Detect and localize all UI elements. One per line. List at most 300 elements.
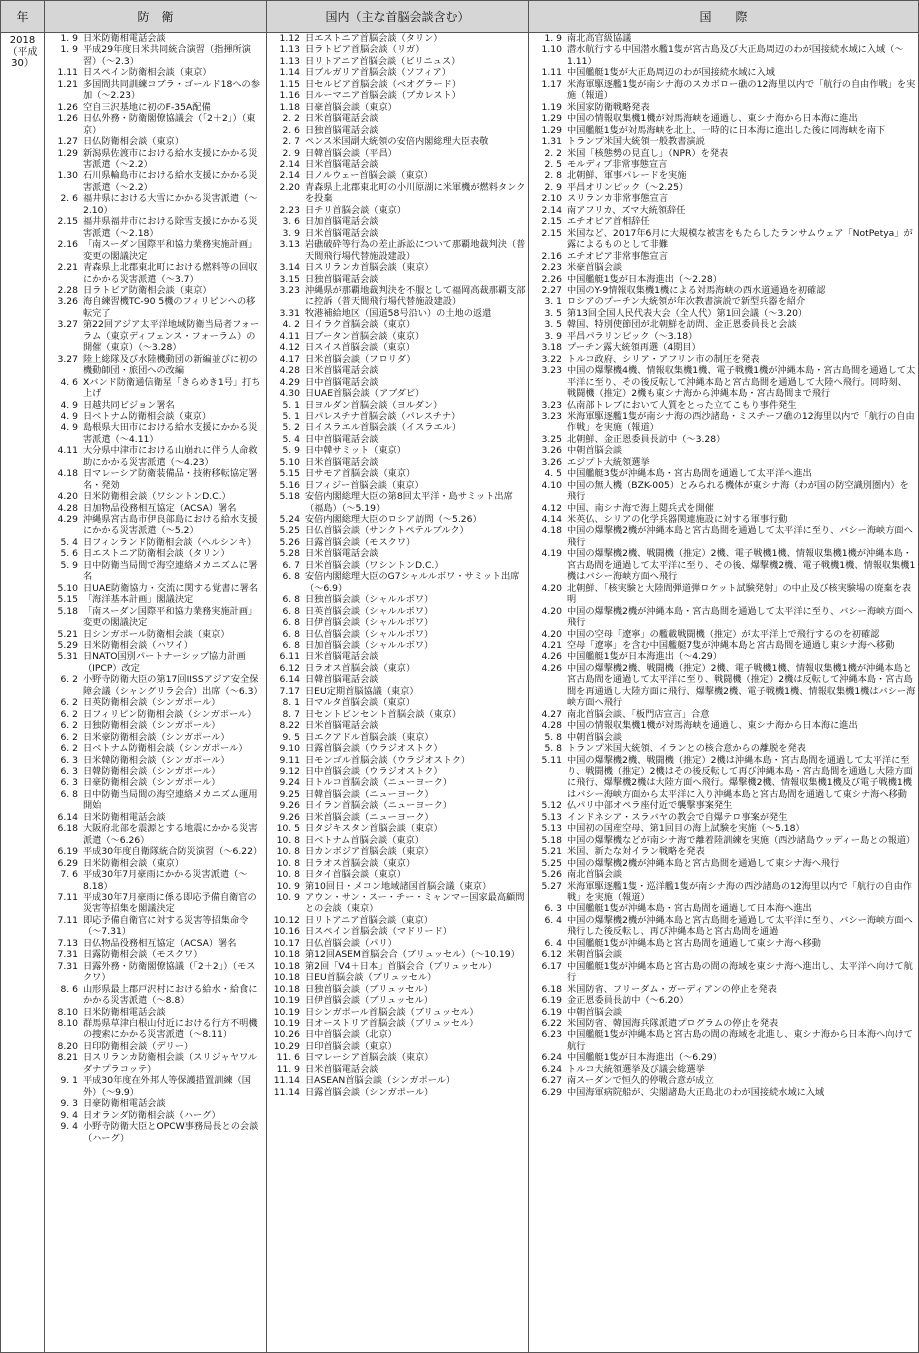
entry-date: 5. 9: [60, 559, 78, 571]
entry-text: エチオピア首相辞任: [567, 216, 650, 228]
entry-date: 1.21: [57, 78, 78, 90]
domestic-entry: [267, 148, 528, 159]
entry-date: 8. 1: [282, 697, 300, 709]
entry-date: 5.16: [279, 479, 300, 491]
entry-text: 山形県最上郡戸沢村における給水・給食にかかる災害派遣（～8.8）: [83, 983, 258, 1007]
domestic-entry: [267, 972, 528, 983]
international-entry: [529, 125, 918, 136]
entry-date: 4. 9: [60, 422, 78, 434]
entry-text: 日加首脳電話会談: [305, 216, 379, 228]
entry-text: 大阪府北部を震源とする地震にかかる災害派遣（～6.26）: [83, 823, 258, 846]
entry-date: 1.29: [541, 113, 562, 125]
domestic-entry: [267, 342, 528, 353]
entry-text: 日仏防衛相会談（東京）: [83, 136, 185, 148]
entry-text: 中国の爆撃機2機が沖縄本島と宮古島間を通過して太平洋に至り、バシー海峡方面へ飛行: [567, 525, 913, 548]
header-international: 国 際: [699, 10, 748, 24]
year-value: 2018: [9, 35, 36, 46]
international-entry: [529, 1007, 918, 1018]
entry-text: 日フィジー首脳会談（東京）: [305, 479, 424, 491]
entry-text: 米海軍駆逐艦1隻が南シナ海の西沙諸島・ミスチーフ礁の12海里以内で「航行の自由作戦」を実施（報道）: [567, 410, 915, 434]
defense-entry: [45, 984, 266, 1007]
domestic-entry: [267, 308, 528, 319]
entry-date: 11.14: [273, 1075, 300, 1087]
entry-text: 福井県における大雪にかかる災害派遣（～2.10）: [83, 193, 258, 216]
entry-text: 日エクアドル首脳会談（東京）: [305, 731, 434, 743]
international-entry: [529, 663, 918, 709]
entry-text: 空自三沢基地に初のF-35A配備: [83, 101, 211, 113]
defense-entry: [45, 651, 266, 674]
entry-date: 2. 2: [282, 113, 300, 125]
entry-date: 6.24: [541, 1052, 562, 1064]
entry-date: 3.25: [541, 433, 562, 445]
entry-text: 陸上総隊及び水陸機動団の新編並びに初の機動師団・旅団への改編: [83, 353, 258, 377]
entry-text: 大分県中津市における山崩れに伴う人命救助にかかる災害派遣（～4.23）: [83, 445, 258, 468]
international-entry: [529, 938, 918, 949]
entry-text: 中国艦艇1隻が沖縄本島・宮古島間を通過して日本海へ進出: [567, 903, 812, 915]
domestic-entry: [267, 640, 528, 651]
international-entry: [529, 606, 918, 629]
entry-text: 日露外務・防衛閣僚協議（「2＋2」）（モスクワ）: [83, 960, 256, 984]
domestic-entry: [267, 136, 528, 147]
defense-entry: [45, 674, 266, 697]
entry-date: 6.14: [279, 674, 300, 686]
defense-entry: [45, 193, 266, 216]
entry-date: 5.31: [57, 651, 78, 663]
entry-date: 1.26: [57, 101, 78, 113]
entry-date: 2. 6: [282, 124, 300, 136]
entry-text: トランプ米国大統領一般教書演説: [567, 136, 705, 148]
entry-text: 中国艦艇1隻が日本海進出（～6.29）: [567, 1052, 722, 1064]
entry-text: 日英防衛相会談（シンガポール）: [83, 697, 221, 709]
entry-date: 4.19: [541, 548, 562, 560]
entry-text: 第10回日・メコン地域諸国首脳会議（東京）: [305, 880, 492, 892]
entry-date: 6. 3: [60, 766, 78, 777]
entry-text: 金正恩委員長訪中（～6.20）: [567, 995, 689, 1007]
entry-text: 日仏物品役務相互協定（ACSA）署名: [83, 937, 237, 949]
defense-entry: [45, 400, 266, 411]
entry-text: 米朝首脳会談: [567, 949, 623, 961]
international-entry: [529, 583, 918, 606]
domestic-entry: [267, 571, 528, 594]
entry-text: 日NATO国別パートナーシップ協力計画（IPCP）改定: [83, 651, 246, 674]
entry-date: 1.16: [279, 90, 300, 102]
defense-entry: [45, 148, 266, 171]
entry-date: 10.18: [273, 960, 300, 972]
defense-entry: [45, 354, 266, 377]
entry-date: 2.10: [541, 193, 562, 205]
international-entry: [529, 228, 918, 251]
international-entry: [529, 984, 918, 995]
entry-date: 3.26: [541, 445, 562, 457]
domestic-entry: [267, 560, 528, 571]
domestic-entry: [267, 949, 528, 960]
entry-date: 6.19: [541, 995, 562, 1007]
entry-date: 5.29: [57, 640, 78, 652]
entry-date: 11. 6: [276, 1052, 300, 1064]
international-entry: [529, 1029, 918, 1052]
entry-date: 5.26: [541, 869, 562, 881]
defense-entry: [45, 113, 266, 136]
defense-entry: [45, 709, 266, 720]
entry-text: 中国の情報収集機1機が対馬海峡を通過し、東シナ海から日本海に進出: [567, 720, 858, 732]
entry-text: 日フィンランド防衛相会談（ヘルシンキ）: [83, 536, 257, 548]
international-entry: [529, 480, 918, 503]
entry-date: 1.10: [541, 44, 562, 56]
entry-date: 6. 2: [60, 743, 78, 755]
entry-text: ロシアのプーチン大統領が年次教書演説で新型兵器を紹介: [567, 296, 806, 308]
entry-text: 中朝首脳会談: [567, 731, 623, 743]
entry-text: 日ラトビア首脳会談（リガ）: [305, 44, 425, 56]
defense-entry: [45, 411, 266, 422]
defense-entry: [45, 296, 266, 319]
entry-date: 4.20: [541, 582, 562, 594]
entry-date: 5.18: [57, 605, 78, 617]
international-entry: [529, 308, 918, 319]
entry-date: 9.12: [279, 766, 300, 777]
entry-date: 4. 5: [544, 468, 562, 480]
domestic-entry: [267, 926, 528, 937]
entry-text: 青森県上北郡東北町の小川原湖に米軍機が燃料タンクを投棄: [305, 181, 526, 205]
entry-date: 4.29: [279, 376, 300, 388]
entry-date: 1.29: [57, 147, 78, 159]
entry-text: 石川県輪島市における給水支援にかかる災害派遣（～2.2）: [83, 170, 258, 193]
entry-text: 南スーダンで恒久的停戦合意が成立: [567, 1075, 714, 1087]
entry-text: 「南スーダン国際平和協力業務実施計画」変更の閣議決定: [83, 239, 258, 262]
entry-text: 岩礁破砕等行為の差止訴訟について那覇地裁判決（普天間飛行場代替施設建設）: [305, 239, 526, 262]
defense-entry: [45, 67, 266, 78]
entry-date: 2. 9: [544, 181, 562, 193]
entry-date: 5.18: [279, 491, 300, 503]
entry-date: 8.21: [57, 1052, 78, 1064]
entry-date: 4.10: [541, 479, 562, 491]
domestic-entry: [267, 79, 528, 90]
defense-entry: [45, 732, 266, 743]
entry-text: 平成30年7月豪雨に係る即応予備自衛官の災害等招集を閣議決定: [83, 891, 257, 915]
entry-text: 日独防衛相会談（シンガポール）: [83, 720, 221, 732]
entry-text: 日仏首脳会談（サンクトペテルブルク）: [305, 525, 469, 537]
entry-date: 5.24: [279, 514, 300, 526]
defense-entry: [45, 239, 266, 262]
domestic-entry: [267, 800, 528, 811]
entry-text: 日米首脳電話会談: [305, 1063, 379, 1075]
domestic-entry: [267, 514, 528, 525]
entry-text: 第2回「V4＋日本」首脳会合（ブリュッセル）: [305, 960, 497, 972]
entry-text: 多国間共同訓練コブラ・ゴールド18への参加（～2.23）: [83, 78, 260, 102]
defense-entry: [45, 422, 266, 445]
entry-text: 安倍内閣総理大臣の第8回太平洋・島サミット出席（福島）（～5.19）: [305, 491, 513, 514]
entry-text: 中国のY-9情報収集機1機による対馬海峡の西水道通過を初確認: [567, 284, 826, 296]
entry-date: 3.18: [541, 342, 562, 354]
domestic-entry: [267, 629, 528, 640]
international-entry: [529, 468, 918, 479]
header-defense: 防 衛: [45, 1, 267, 32]
international-entry: [529, 216, 918, 227]
entry-text: 中朝首脳会談: [567, 445, 623, 457]
international-entry: [529, 720, 918, 731]
international-entry: [529, 67, 918, 78]
entry-date: 10. 5: [276, 823, 300, 835]
entry-date: 6.22: [541, 1017, 562, 1029]
entry-date: 10. 9: [276, 891, 300, 903]
entry-text: 米国、新たな対イラン戦略を発表: [567, 846, 705, 858]
entry-text: 日米防衛相会談（東京）: [83, 857, 185, 869]
defense-entry: [45, 869, 266, 892]
entry-date: 5. 9: [282, 445, 300, 457]
defense-entry: [45, 858, 266, 869]
domestic-entry: [267, 422, 528, 433]
entry-text: 米国「核態勢の見直し」（NPR）を発表: [567, 147, 729, 159]
entry-date: 3. 1: [544, 296, 562, 308]
entry-text: 日米首脳電話会談: [305, 113, 379, 125]
entry-text: 米海軍駆逐艦1隻・巡洋艦1隻が南シナ海の西沙諸島の12海里以内で「航行の自由作戦」を実施（報道）: [567, 880, 912, 903]
entry-text: 「海洋基本計画」閣議決定: [83, 594, 194, 606]
entry-date: 7.17: [279, 685, 300, 697]
entry-date: 4.26: [541, 651, 562, 663]
entry-date: 5.13: [541, 811, 562, 823]
entry-date: 2.14: [541, 204, 562, 216]
entry-text: 日スリランカ首脳会談（東京）: [305, 262, 434, 274]
entry-text: 日米防衛相電話会談: [83, 33, 166, 44]
entry-date: 4. 9: [60, 399, 78, 411]
entry-text: 日米首脳電話会談: [305, 720, 379, 732]
entry-date: 4.20: [541, 628, 562, 640]
international-entry: [529, 755, 918, 801]
entry-text: エチオピア非常事態宣言: [567, 250, 668, 262]
entry-date: 9.26: [279, 800, 300, 812]
entry-text: 日露首脳会談（ウラジオストク）: [305, 743, 443, 755]
entry-date: 6. 8: [282, 605, 300, 617]
domestic-entry: [267, 205, 528, 216]
entry-date: 7.11: [57, 914, 78, 926]
entry-date: 5.13: [541, 823, 562, 835]
entry-date: 1.14: [279, 67, 300, 79]
domestic-entry: [267, 377, 528, 388]
entry-date: 6. 4: [544, 914, 562, 926]
entry-date: 5.26: [279, 536, 300, 548]
entry-text: プーチン露大統領再選（4期目）: [567, 342, 701, 354]
entry-text: 日ASEAN首脳会談（シンガポール）: [305, 1075, 456, 1087]
defense-entry: [45, 755, 266, 766]
entry-text: 日サモア首脳会談（東京）: [305, 468, 416, 480]
entry-date: 6.17: [541, 960, 562, 972]
entry-date: 3.27: [57, 319, 78, 331]
entry-date: 9. 3: [60, 1098, 78, 1110]
domestic-entry: [267, 354, 528, 365]
entry-text: 第13回全国人民代表大会（全人代）第1回会議（～3.20）: [567, 307, 808, 319]
domestic-entry: [267, 1075, 528, 1086]
table-body: [1, 33, 918, 1353]
entry-text: 日韓防衛相会談（シンガポール）: [83, 766, 221, 777]
entry-text: 米豪首脳会談: [567, 262, 623, 274]
entry-text: 米海軍駆逐艦1隻が南シナ海のスカボロー礁の12海里以内で「航行の自由作戦」を実施（報道）: [567, 78, 916, 102]
entry-date: 10.18: [273, 983, 300, 995]
entry-text: 日豪首脳会談（東京）: [305, 101, 397, 113]
entry-date: 6.11: [279, 651, 300, 663]
domestic-entry: [267, 846, 528, 857]
entry-text: 日独首脳電話会談: [305, 124, 379, 136]
domestic-entry: [267, 961, 528, 972]
entry-text: 米国防省、韓国海兵隊派遣プログラムの停止を発表: [567, 1017, 779, 1029]
defense-entry: [45, 377, 266, 400]
entry-text: 日仏首脳会談（パリ）: [305, 937, 397, 949]
entry-date: 10.26: [273, 1029, 300, 1041]
defense-entry: [45, 1121, 266, 1144]
entry-text: 日スリランカ防衛相会談（スリジャヤワルダナプラコッテ）: [83, 1052, 258, 1075]
entry-text: 日チリ首脳会談（東京）: [305, 204, 407, 216]
entry-text: 日米首脳電話会談: [305, 548, 379, 560]
defense-entry: [45, 743, 266, 754]
entry-date: 2.14: [279, 170, 300, 182]
entry-text: 沖縄県が那覇地裁判決を不服として福岡高裁那覇支部に控訴（普天間飛行場代替施設建設）: [305, 284, 526, 308]
international-entry: [529, 823, 918, 834]
entry-text: 安倍内閣総理大臣のG7シャルルボワ・サミット出席（～6.9）: [305, 571, 520, 594]
entry-date: 5.25: [279, 525, 300, 537]
entry-date: 5. 1: [282, 410, 300, 422]
entry-text: 中国初の国産空母、第1回目の海上試験を実施（～5.18）: [567, 823, 805, 835]
entry-date: 3. 6: [282, 216, 300, 228]
entry-date: 5. 8: [544, 731, 562, 743]
entry-date: 4. 6: [60, 376, 78, 388]
entry-date: 10.19: [273, 1006, 300, 1018]
domestic-entry: [267, 434, 528, 445]
entry-date: 4.21: [541, 640, 562, 652]
entry-text: 韓国、特別使節団が北朝鮮を訪問、金正恩委員長と会談: [567, 319, 797, 331]
entry-text: 安倍内閣総理大臣のロシア訪問（～5.26）: [305, 514, 482, 526]
international-entry: [529, 400, 918, 411]
entry-date: 6. 3: [544, 903, 562, 915]
entry-date: 7.31: [57, 949, 78, 961]
entry-date: 6.18: [541, 983, 562, 995]
entry-date: 6. 2: [60, 708, 78, 720]
entry-date: 5. 4: [282, 433, 300, 445]
entry-text: モルディブ非常事態宣言: [567, 158, 668, 170]
entry-date: 4.27: [541, 708, 562, 720]
entry-date: 2.20: [279, 181, 300, 193]
entry-date: 6. 7: [282, 559, 300, 571]
entry-date: 5.18: [541, 834, 562, 846]
entry-text: 日加首脳会談（シャルルボワ）: [305, 640, 434, 652]
entry-text: 日トルコ首脳会談（ニューヨーク）: [305, 777, 452, 789]
entry-text: 日エストニア防衛相会談（タリン）: [83, 548, 230, 560]
domestic-entry: [267, 262, 528, 273]
domestic-entry: [267, 1029, 528, 1040]
international-entry: [529, 1075, 918, 1086]
entry-date: 2.14: [279, 158, 300, 170]
entry-date: 6. 3: [60, 777, 78, 789]
entry-date: 9.24: [279, 777, 300, 789]
entry-date: 4.29: [57, 514, 78, 526]
entry-text: 日米首脳電話会談: [305, 456, 379, 468]
entry-date: 1.12: [279, 33, 300, 44]
entry-date: 1.15: [279, 78, 300, 90]
entry-text: 第22回アジア太平洋地域防衛当局者フォーラム（東京ディフェンス・フォーラム）の開催（東京）（～3.28）: [83, 319, 260, 354]
entry-text: 南北首脳会談、「板門店宣言」合意: [567, 708, 710, 720]
international-entry: [529, 193, 918, 204]
entry-text: 日米首脳電話会談: [305, 227, 379, 239]
entry-date: 2. 5: [544, 158, 562, 170]
international-entry: [529, 205, 918, 216]
defense-entry: [45, 583, 266, 594]
domestic-entry: [267, 400, 528, 411]
entry-text: 北朝鮮、金正恩委員長訪中（～3.28）: [567, 433, 726, 445]
domestic-entry: [267, 594, 528, 605]
entry-date: 6. 2: [60, 720, 78, 732]
international-entry: [529, 354, 918, 365]
entry-date: 2.23: [279, 204, 300, 216]
entry-date: 8.10: [57, 1017, 78, 1029]
domestic-entry: [267, 33, 528, 44]
entry-text: 日露首脳会談（シンガポール）: [305, 1086, 434, 1098]
entry-date: 6.23: [541, 1029, 562, 1041]
entry-text: 日EU定期首脳協議（東京）: [305, 685, 419, 697]
international-entry: [529, 331, 918, 342]
entry-date: 4. 9: [60, 410, 78, 422]
international-entry: [529, 182, 918, 193]
domestic-entry: [267, 1007, 528, 1018]
entry-date: 6. 8: [282, 594, 300, 606]
entry-text: 中国の無人機（BZK-005）とみられる機体が東シナ海（わが国の防空識別圏内）を飛行: [567, 479, 909, 503]
entry-date: 10.16: [273, 926, 300, 938]
entry-date: 5.27: [541, 880, 562, 892]
entry-text: 米英仏、シリアの化学兵器関連施設に対する軍事行動: [567, 514, 788, 526]
domestic-entry: [267, 1052, 528, 1063]
entry-date: 5.10: [279, 456, 300, 468]
entry-text: 空母「遼寧」を含む中国艦艇7隻が沖縄本島と宮古島間を通過し東シナ海へ移動: [567, 640, 895, 652]
entry-text: 中朝首脳会談: [567, 1006, 623, 1018]
domestic-entry: [267, 182, 528, 205]
entry-text: トルコ大統領選挙及び議会総選挙: [567, 1063, 705, 1075]
entry-date: 8.20: [57, 1040, 78, 1052]
domestic-entry: [267, 480, 528, 491]
entry-date: 1.27: [57, 136, 78, 148]
entry-date: 4.18: [57, 468, 78, 480]
entry-date: 3. 9: [544, 330, 562, 342]
entry-text: 中国艦艇1隻が沖縄本島と宮古島の間の海域を北進し、東シナ海から日本海へ向けて航行: [567, 1029, 913, 1052]
entry-text: 北朝鮮、「核実験と大陸間弾道弾ロケット試験発射」の中止及び核実験場の廃棄を表明: [567, 582, 912, 606]
entry-date: 11.14: [273, 1086, 300, 1098]
international-entry: [529, 262, 918, 273]
entry-text: 中国艦艇1隻が沖縄本島と宮古島間を通過して東シナ海へ移動: [567, 937, 821, 949]
entry-text: 日オーストリア首脳会談（ブリュッセル）: [305, 1017, 479, 1029]
entry-date: 6.12: [279, 662, 300, 674]
domestic-entry: [267, 491, 528, 514]
entry-text: 日イスラエル首脳会談（イスラエル）: [305, 422, 462, 434]
entry-text: 日ベトナム防衛相会談（東京）: [83, 410, 212, 422]
entry-text: 日カンボジア首脳会談（東京）: [305, 846, 434, 858]
domestic-entry: [267, 881, 528, 892]
international-entry: [529, 961, 918, 984]
entry-text: 島根県大田市における給水支援にかかる災害派遣（～4.11）: [83, 422, 258, 445]
entry-date: 1.17: [541, 78, 562, 90]
entry-date: 10.19: [273, 995, 300, 1007]
domestic-entry: [267, 537, 528, 548]
defense-entry: [45, 1041, 266, 1052]
defense-entry: [45, 285, 266, 296]
entry-text: 日米防衛相会談（ハワイ）: [83, 640, 193, 652]
entry-date: 4.28: [541, 720, 562, 732]
entry-date: 10.17: [273, 937, 300, 949]
entry-text: 中国の爆撃機4機、情報収集機1機、電子戦機1機が沖縄本島・宮古島間を通過して太平洋に至り、その後反転して沖縄本島と宮古島間を通過して大陸へ飛行。同時刻、戦闘機（推定）2機も東シナ海から沖縄本島・宮古島間まで飛行: [567, 365, 916, 400]
entry-text: 北朝鮮、軍事パレードを実施: [567, 170, 687, 182]
entry-text: 日米韓防衛相会談（シンガポール）: [83, 754, 230, 766]
entry-date: 10. 8: [276, 846, 300, 858]
domestic-entry: [267, 113, 528, 124]
domestic-entry: [267, 766, 528, 777]
domestic-entry: [267, 56, 528, 67]
domestic-entry: [267, 67, 528, 78]
entry-text: 中国、南シナ海で海上閲兵式を開催: [567, 502, 714, 514]
international-entry: [529, 170, 918, 181]
